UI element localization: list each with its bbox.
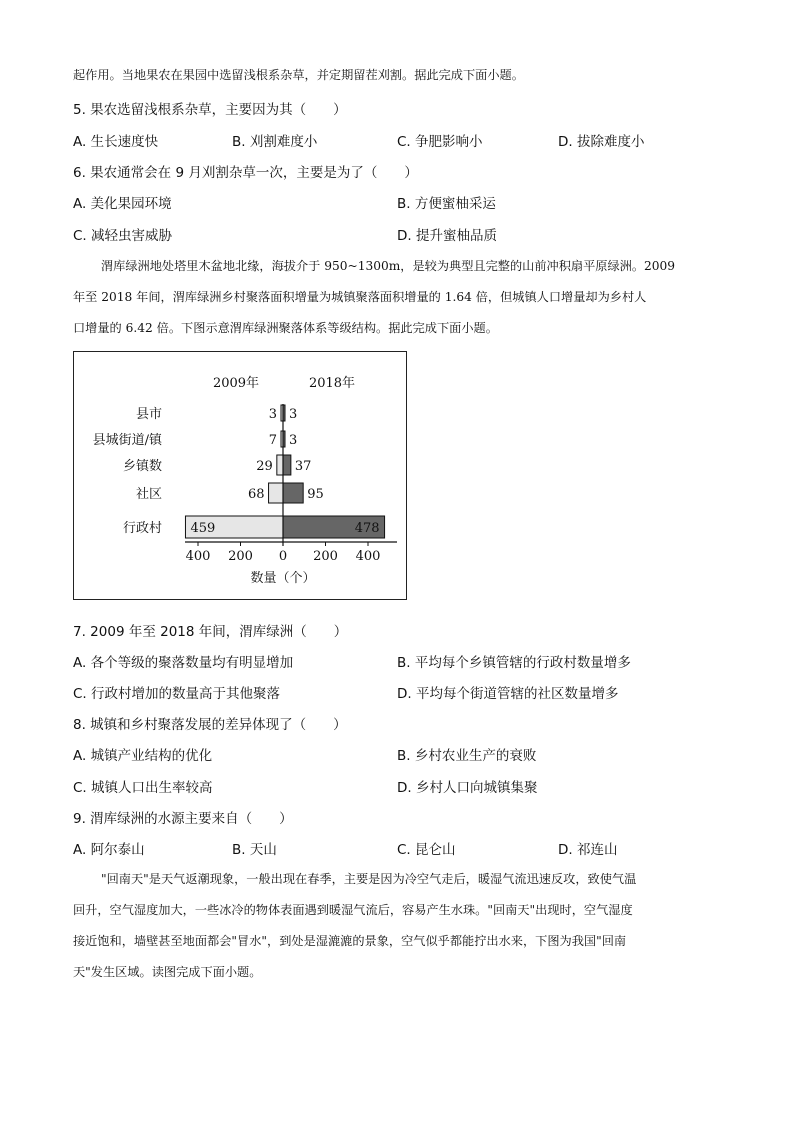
question-5-option-c[interactable]: C. 争肥影响小 [397,134,483,150]
passage-3-line-4: 天"发生区域。读图完成下面小题。 [73,965,262,979]
cat-label-admin-village: 行政村 [122,521,162,536]
cat-label-community: 社区 [135,487,162,502]
question-9-option-c[interactable]: C. 昆仑山 [397,842,456,858]
question-5-option-d[interactable]: D. 拔除难度小 [558,134,645,150]
question-5-option-a[interactable]: A. 生长速度快 [73,134,159,150]
cat-label-subdistrict-town: 县城街道/镇 [92,433,162,448]
x-tick-label-3: 200 [313,549,338,564]
x-tick-label-0: 400 [185,549,211,564]
question-6-option-b[interactable]: B. 方便蜜柚采运 [397,196,496,212]
question-5-option-b[interactable]: B. 刈割难度小 [232,134,318,150]
x-tick-label-1: 200 [228,549,253,564]
bar-2009-2 [277,455,283,475]
x-tick-label-4: 400 [355,549,381,564]
chart-svg [74,352,408,601]
passage-3-line-3: 接近饱和，墙壁甚至地面都会"冒水"，到处是湿漉漉的景象，空气似乎都能拧出水来，下图为我国"回南 [73,934,627,948]
value-label-2009-4: 459 [190,521,216,536]
bar-2018-3 [283,483,303,503]
cat-label-township: 乡镇数 [122,459,162,474]
question-9-option-d[interactable]: D. 祁连山 [558,842,618,858]
legend-2009: 2009年 [212,376,260,391]
question-5-stem: 5. 果农选留浅根系杂草，主要因为其（ ） [73,102,347,118]
x-axis-label: 数量（个） [250,571,316,586]
question-7-option-d[interactable]: D. 平均每个街道管辖的社区数量增多 [397,686,619,702]
value-label-2009-2: 29 [256,459,273,474]
legend-2018: 2018年 [308,376,356,391]
question-7-option-b[interactable]: B. 平均每个乡镇管辖的行政村数量增多 [397,655,631,671]
question-8-option-b[interactable]: B. 乡村农业生产的衰败 [397,748,537,764]
passage-2-line-3: 口增量的 6.42 倍。下图示意渭库绿洲聚落体系等级结构。据此完成下面小题。 [73,321,498,335]
question-9-option-a[interactable]: A. 阿尔泰山 [73,842,145,858]
question-6-option-a[interactable]: A. 美化果园环境 [73,196,172,212]
bar-2018-2 [283,455,291,475]
question-8-stem: 8. 城镇和乡村聚落发展的差异体现了（ ） [73,717,347,733]
bar-2009-3 [269,483,283,503]
intro-tail: 起作用。当地果农在果园中选留浅根系杂草，并定期留茬刈割。据此完成下面小题。 [73,68,524,82]
value-label-2018-3: 95 [307,487,324,502]
question-6-option-d[interactable]: D. 提升蜜柚品质 [397,228,497,244]
value-label-2009-3: 68 [248,487,265,502]
value-label-2009-1: 7 [268,433,277,448]
question-8-option-d[interactable]: D. 乡村人口向城镇集聚 [397,780,538,796]
question-9-option-b[interactable]: B. 天山 [232,842,277,858]
settlement-hierarchy-chart [73,351,407,600]
value-label-2018-4: 478 [354,521,380,536]
question-7-option-c[interactable]: C. 行政村增加的数量高于其他聚落 [73,686,281,702]
passage-3-line-2: 回升，空气湿度加大，一些冰冷的物体表面遇到暖湿气流后，容易产生水珠。"回南天"出现时，空气湿度 [73,903,633,917]
value-label-2018-0: 3 [289,407,298,422]
question-8-option-c[interactable]: C. 城镇人口出生率较高 [73,780,213,796]
question-6-stem: 6. 果农通常会在 9 月刈割杂草一次，主要是为了（ ） [73,165,418,181]
question-7-stem: 7. 2009 年至 2018 年间，渭库绿洲（ ） [73,624,348,640]
question-6-option-c[interactable]: C. 减轻虫害威胁 [73,228,173,244]
cat-label-county-city: 县市 [135,407,162,422]
question-7-option-a[interactable]: A. 各个等级的聚落数量均有明显增加 [73,655,294,671]
passage-3-line-1: "回南天"是天气返潮现象，一般出现在春季，主要是因为冷空气走后，暖湿气流迅速反攻，致使气温 [101,872,637,886]
value-label-2018-2: 37 [294,459,312,474]
question-9-stem: 9. 渭库绿洲的水源主要来自（ ） [73,811,293,827]
value-label-2018-1: 3 [289,433,298,448]
question-8-option-a[interactable]: A. 城镇产业结构的优化 [73,748,213,764]
passage-2-line-1: 渭库绿洲地处塔里木盆地北缘，海拔介于 950~1300m，是较为典型且完整的山前冲积扇平原绿洲。2009 [101,259,676,273]
passage-2-line-2: 年至 2018 年间，渭库绿洲乡村聚落面积增量为城镇聚落面积增量的 1.64 倍，但城镇人口增量却为乡村人 [73,290,647,304]
x-tick-label-2: 0 [278,549,288,564]
value-label-2009-0: 3 [268,407,277,422]
